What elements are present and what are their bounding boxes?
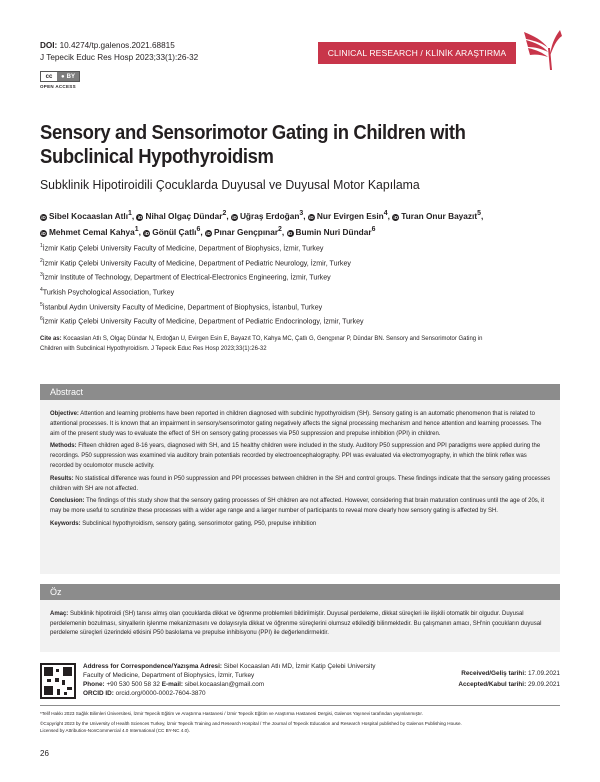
title-line-1: Sensory and Sensorimotor Gating in Children with: [40, 121, 466, 144]
affiliation-text: İstanbul Aydın University Faculty of Medicine, Department of Biophysics, İstanbul, Turkey: [42, 302, 323, 311]
author-name: Pınar Gençpınar: [213, 227, 279, 238]
citation-line-1: Kocaaslan Atlı S, Olgaç Dündar N, Erdoğan U, Evirgen Esin E, Bayazıt TO, Kahya MC, Çatlı G, Gençpınar P, Dündar BN. Sensory and Sensorimotor Gating in: [63, 335, 483, 342]
abstract-keywords: [50, 519, 551, 529]
abstract-body: [40, 400, 560, 529]
received-label: Received/Geliş tarihi:: [461, 670, 527, 677]
footnote-2-line-1: ©Copyright 2023 by the University of Health Sciences Turkey, İzmir Tepecik Training and Research Hospital / The Journal of Tepecik Education and Research Hospital published by Galenos Publishing House.: [40, 721, 462, 726]
phone-value: +90 530 500 58 32: [106, 680, 160, 688]
orcid-icon[interactable]: iD: [232, 214, 237, 220]
abstract-conclusion: [50, 496, 551, 516]
feather-logo-icon: [520, 26, 564, 72]
affiliation-number: 6: [40, 316, 43, 323]
affiliation-number: 2: [40, 257, 43, 264]
correspondence-text: [83, 663, 375, 699]
dates-block: [458, 668, 560, 690]
phone-label: Phone:: [83, 680, 105, 688]
address-label: Address for Correspondence/Yazışma Adresi:: [83, 663, 222, 670]
author-affiliation-number: 1: [134, 226, 139, 234]
author-affiliation-number: 2: [278, 226, 282, 234]
orcid-icon[interactable]: iD: [41, 214, 46, 220]
address-line-1: Sibel Kocaaslan Atlı MD, İzmir Katip Çelebi University: [223, 663, 376, 670]
footer-divider: [40, 705, 560, 706]
abstract-header: Abstract: [40, 384, 560, 400]
author-item: [287, 227, 376, 237]
objective-text: Attention and learning problems have been reported in children diagnosed with subclinic hypothyroidism (SH). Sensory gating is an automatic phenomenon that is related to attentional processes. It is known that an impairment in sensory/sensorimotor gating negatively affects the signal processing mechanism and hence attention and learning processes. The aim of the present study was to evaluate the effect of SH on sensory gating processes via P50 suppression and prepulse inhibition (PPI) in children.: [50, 410, 542, 437]
by-icon: [57, 72, 79, 81]
affiliation-text: İzmir Katip Çelebi University Faculty of Medicine, Department of Pediatric Neurology, İzmir, Turkey: [42, 259, 351, 268]
oz-amac: [50, 609, 551, 638]
cc-by-label: BY: [66, 73, 75, 80]
author-list: [40, 207, 580, 240]
affiliation-item: [40, 240, 364, 255]
author-affiliation-number: 4: [383, 210, 388, 217]
results-text: No statistical difference was found in P50 suppression and PPI processes between children in the SH and control groups. These findings indicate that the sensory gating processes children with SH are not affected.: [50, 474, 551, 492]
author-item: iD Mehmet Cemal Kahya$^1$,: [41, 226, 144, 238]
abstract-results: [50, 474, 551, 494]
oz-header: Öz: [40, 584, 560, 600]
affiliation-text: Turkish Psychological Association, Turkey: [42, 288, 175, 297]
orcid-icon[interactable]: iD: [144, 231, 149, 237]
citation-line-2: Children with Subclinical Hypothyroidism. J Tepecik Educ Res Hosp 2023;33(1):26-32: [40, 345, 267, 352]
cc-license-badge[interactable]: [40, 71, 80, 82]
address-line-2: Faculty of Medicine, Department of Biophysics, İzmir, Turkey: [83, 671, 255, 679]
author-line-1: [40, 207, 580, 223]
objective-label: Objective:: [50, 410, 79, 417]
page-number: 26: [40, 749, 49, 758]
title-line-2: Subclinical Hypothyroidism: [40, 145, 274, 168]
affiliation-number: 5: [40, 301, 43, 308]
affiliation-text: İzmir Katip Çelebi University Faculty of Medicine, Department of Pediatric Endocrinology, İzmir, Turkey: [42, 317, 364, 326]
author-item: iD Nur Evirgen Esin$^4$,: [309, 210, 393, 221]
affiliation-item: [40, 299, 364, 314]
orcid-link[interactable]: orcid.org/0000-0002-7604-3870: [115, 689, 206, 697]
author-line-2: [40, 223, 580, 239]
author-item: iD Sibel Kocaaslan Atlı$^1$,: [41, 210, 137, 221]
correspondence-block: [40, 663, 560, 699]
methods-label: Methods:: [50, 442, 77, 450]
author-name: Bumin Nuri Dündar: [295, 227, 372, 238]
author-affiliation-number: 6: [371, 226, 376, 234]
affiliation-item: [40, 255, 364, 270]
abstract-box: [40, 384, 560, 574]
affiliation-item: [40, 269, 364, 284]
author-affiliation-number: 5: [477, 210, 481, 217]
author-item: iD Uğraş Erdoğan$^3$,: [232, 210, 308, 221]
author-affiliation-number: 1: [128, 210, 132, 217]
amac-label: Amaç:: [50, 610, 69, 617]
orcid-icon[interactable]: iD: [287, 231, 293, 237]
email-link[interactable]: sibel.kocaaslan@gmail.com: [184, 680, 265, 688]
email-label: E-mail:: [161, 680, 184, 688]
keywords-text: Subclinical hypothyroidism, sensory gating, sensorimotor gating, P50, prepulse inhibition: [82, 519, 317, 527]
affiliation-number: 1: [40, 243, 43, 249]
affiliation-number: 4: [40, 286, 43, 293]
footnote-1: *Telif Hakkı 2023 Sağlık Bilimleri Üniversitesi, İzmir Tepecik Eğitim ve Araştırma Hastanesi / İzmir Tepecik Eğitim ve Araştırma Hastanesi Dergisi, Galenos Yayınevi tarafından yayınlanmıştır.: [40, 711, 423, 716]
author-affiliation-number: 3: [299, 210, 304, 217]
results-label: Results:: [50, 474, 74, 482]
oz-box: [40, 584, 560, 652]
open-access-block: [40, 71, 80, 89]
accepted-date: 29.09.2021: [528, 681, 560, 688]
methods-text: Fifteen children aged 8-16 years, diagnosed with SH, and 15 healthy children were included in the study. Auditory P50 suppression and PPI paradigms were applied during the recordings. P50 suppression was examined via auditory brain potentials recorded by electroencephalography. PPI was evaluated via electromyography, in which the blink reflex was recorded by oculomotor muscle activity.: [50, 442, 541, 469]
keywords-label: Keywords:: [50, 519, 81, 527]
affiliation-number: 3: [40, 272, 43, 279]
citation-block: [40, 334, 560, 354]
author-name: Nihal Olgaç Dündar: [145, 210, 223, 221]
affiliation-list: [40, 240, 364, 328]
oz-body: [40, 600, 560, 638]
qr-code-icon[interactable]: [40, 663, 76, 699]
author-name: Turan Onur Bayazıt: [401, 210, 478, 221]
received-date: 17.09.2021: [528, 670, 560, 677]
author-name: Uğraş Erdoğan: [239, 210, 300, 221]
author-item: iD Nihal Olgaç Dündar$^2$,: [137, 210, 231, 221]
abstract-objective: [50, 409, 551, 438]
amac-text: Subklinik hipotiroidi (SH) tanısı almış olan çocuklarda dikkat ve öğrenme problemleri bildirilmiştir. Duyusal perdeleme, dikkat süreçleri ile ilişkili otomatik bir olgudur. Duyusal perdelemenin bozulması, sinyallerin işlenme mekanizmasını ve dolayısıyla dikkat ve öğrenme süreçlerini olumsuz etkilediği bilinmektedir. Bu çalışmanın amacı, SH'nin çocukların duyusal perdeleme süreçleri üzerindeki etkisini P50 baskılama ve prepulse inhibisyonu (PPI) ile değerlendirmektir.: [50, 610, 542, 637]
author-item: iD Gönül Çatlı$^6$,: [144, 226, 205, 238]
author-affiliation-number: 2: [222, 210, 227, 217]
section-banner: CLINICAL RESEARCH / KLİNİK ARAŞTIRMA: [318, 42, 516, 64]
person-icon: ●: [61, 73, 65, 80]
footnote-2-line-2: Licensed by Attribution-NonCommercial 4.0 International (CC BY-NC 4.0).: [40, 728, 190, 733]
accepted-label: Accepted/Kabul tarihi:: [458, 681, 527, 688]
author-name: Mehmet Cemal Kahya: [49, 227, 135, 238]
author-item: iD Turan Onur Bayazıt$^5$,: [393, 210, 484, 221]
author-name: Sibel Kocaaslan Atlı: [49, 210, 128, 221]
orcid-icon[interactable]: iD: [206, 231, 211, 237]
orcid-icon[interactable]: iD: [41, 231, 46, 237]
author-affiliation-number: 6: [196, 226, 201, 234]
article-subtitle-turkish: Subklinik Hipotiroidili Çocuklarda Duyusal ve Duyusal Motor Kapılama: [40, 177, 420, 192]
open-access-label: OPEN ACCESS: [40, 84, 76, 89]
orcid-label: ORCID ID:: [83, 689, 114, 697]
orcid-icon[interactable]: iD: [309, 214, 314, 220]
orcid-icon[interactable]: iD: [393, 214, 398, 220]
conclusion-text: The findings of this study show that the sensory gating processes of SH children are not affected. However, considering that brain maturation continues until the age of 20s, it may be more useful to scrutinize these processes with a wider age range and a larger number of participants to reveal more clearly how sensory gating is affected by SH.: [50, 497, 545, 515]
affiliation-text: İzmir Katip Çelebi University Faculty of Medicine, Department of Biophysics, İzmir, Turkey: [42, 244, 324, 253]
orcid-icon[interactable]: iD: [137, 214, 143, 220]
footnotes: [40, 710, 560, 734]
doi-label: DOI:: [40, 41, 58, 50]
conclusion-label: Conclusion:: [50, 497, 85, 505]
affiliation-text: İzmir Institute of Technology, Department of Electrical-Electronics Engineering, İzmir, Turkey: [42, 273, 331, 282]
cc-icon: cc: [41, 72, 57, 81]
affiliation-item: [40, 284, 364, 299]
journal-reference: J Tepecik Educ Res Hosp 2023;33(1):26-32: [40, 53, 199, 62]
article-doi-block: [40, 40, 198, 64]
author-name: Gönül Çatlı: [152, 227, 197, 238]
author-name: Nur Evirgen Esin: [316, 210, 384, 221]
affiliation-item: [40, 313, 364, 328]
doi-link[interactable]: 10.4274/tp.galenos.2021.68815: [59, 41, 175, 50]
abstract-methods: [50, 441, 551, 470]
author-item: iD Pınar Gençpınar$^2$,: [206, 226, 287, 238]
citation-label: Cite as:: [40, 335, 62, 342]
article-title: [40, 121, 508, 169]
